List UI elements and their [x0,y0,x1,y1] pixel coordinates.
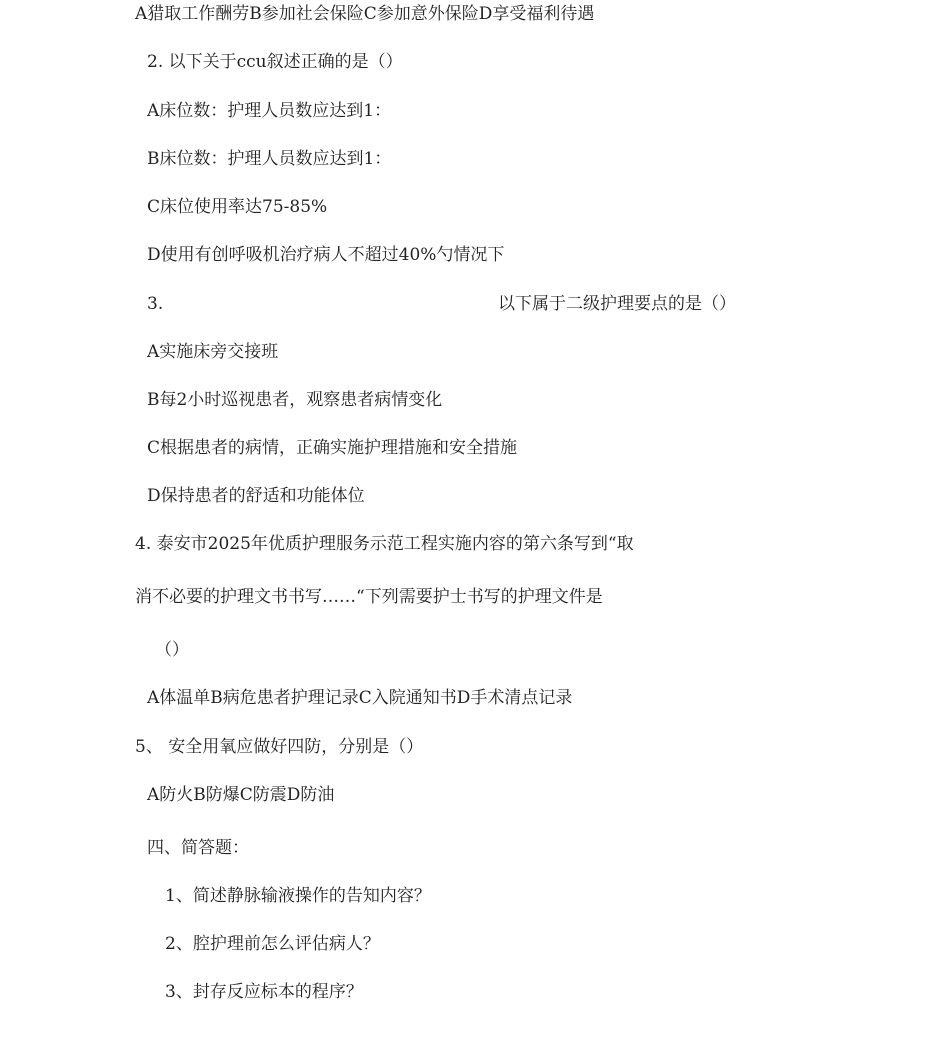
q3-option-c: C根据患者的病情，正确实施护理措施和安全措施 [147,438,518,458]
q3-number: 3. [147,294,164,314]
q2-option-b: B床位数：护理人员数应达到1： [147,149,392,169]
q2-option-a: A床位数：护理人员数应达到1： [147,101,392,121]
short-answer-1: 1、简述静脉输液操作的告知内容？ [165,886,431,906]
q5-stem: 5、 安全用氧应做好四防，分别是（） [135,737,424,757]
q2-option-c: C床位使用率达75-85% [147,197,328,217]
q4-stem-line-3: （） [155,640,189,660]
q2-option-d: D使用有创呼吸机治疗病人不超过40%勺情况下 [147,245,505,265]
q1-options: A猎取工作酬劳B参加社会保险C参加意外保险D享受福利待遇 [135,4,595,24]
q4-stem-line-2: 消不必要的护理文书书写……“下列需要护士书写的护理文件是 [135,587,603,607]
q3-option-b: B每2小时巡视患者，观察患者病情变化 [147,390,443,410]
q3-option-a: A实施床旁交接班 [147,342,279,362]
short-answer-2: 2、腔护理前怎么评估病人？ [165,934,380,954]
q5-options: A防火B防爆C防震D防油 [147,785,335,805]
short-answer-3: 3、封存反应标本的程序？ [165,982,363,1002]
q3-option-d: D保持患者的舒适和功能体位 [147,486,365,506]
q4-options: A体温单B病危患者护理记录C入院通知书D手术清点记录 [147,688,573,708]
q3-stem: 以下属于二级护理要点的是（） [498,294,736,314]
q2-stem: 2. 以下关于ccu叙述正确的是（） [147,52,403,72]
q4-stem-line-1: 4. 泰安市2025年优质护理服务示范工程实施内容的第六条写到“取 [135,534,634,554]
section-title: 四、简答题： [147,838,249,858]
